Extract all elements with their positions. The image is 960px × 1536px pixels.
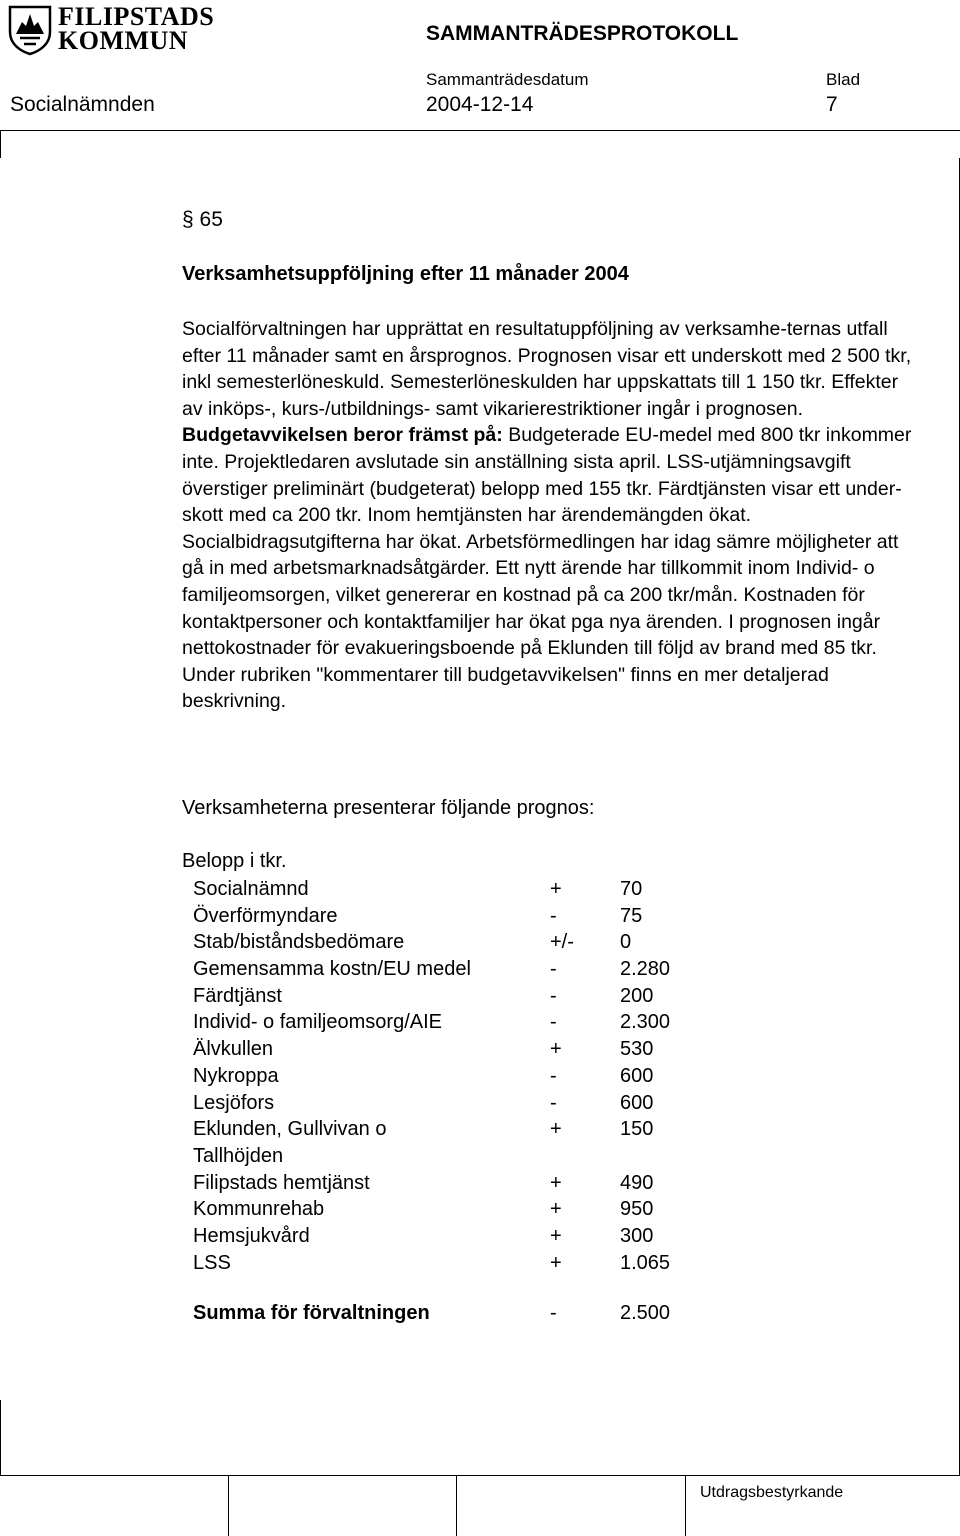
certification-label: Utdragsbestyrkande xyxy=(700,1484,844,1501)
unit-sign: + xyxy=(550,1118,562,1141)
unit-amount: 600 xyxy=(620,1091,654,1114)
body-text xyxy=(182,316,922,715)
unit-name: Älvkullen xyxy=(193,1038,274,1061)
left-margin-line xyxy=(0,1400,1,1475)
unit-amount: 1.065 xyxy=(620,1251,671,1274)
left-margin-tick xyxy=(0,130,1,158)
unit-sign: - xyxy=(550,958,557,981)
coat-of-arms-icon xyxy=(6,4,54,56)
unit-amount: 2.300 xyxy=(620,1011,671,1034)
unit-name: Socialnämnd xyxy=(193,878,309,900)
table-row xyxy=(193,929,713,956)
unit-amount: 70 xyxy=(620,878,643,900)
unit-name: Lesjöfors xyxy=(193,1091,275,1114)
body-text-part2: Budgeterade EU-medel med 800 tkr inkommer inte. Projektledaren avslutade sin anställning sista april. LSS-utjämningsavgift överstiger preliminärt (budgeterat) belopp med 155 tkr. Färdtjänsten visar ett under-skott med ca 200 tkr. Inom hemtjänsten har ärendemängden ökat. Socialbidragsutgifterna har ökat. Arbetsförmedlingen har idag sämre möjligheter att gå in med arbetsmarknadsåtgärder. Ett nytt ärende har tillkommit inom Individ- o familjeomsorgen, vilket genererar en kostnad på ca 200 tkr/mån. Kostnaden för kontaktpersoner och kontaktfamiljer har ökat pga nya ärenden. I prognosen ingår nettokostnader för evakueringsboende på Eklunden till följd av brand med 85 tkr. Under rubriken "kommentarer till budgetavvikelsen" finns en mer detaljerad beskrivning. xyxy=(182,424,912,713)
table-row xyxy=(193,1170,713,1197)
total-sign: - xyxy=(550,1302,557,1324)
table-row xyxy=(193,1116,713,1169)
paragraph-number: § 65 xyxy=(182,208,223,231)
unit-sign: + xyxy=(550,1171,562,1194)
unit-name: Färdtjänst xyxy=(193,984,282,1007)
unit-sign: + xyxy=(550,1224,562,1247)
unit-name: Nykroppa xyxy=(193,1064,279,1087)
unit-name: Överförmyndare xyxy=(193,904,338,927)
table-row xyxy=(193,1196,713,1223)
unit-name: Stab/biståndsbedömare xyxy=(193,931,405,954)
total-label: Summa för förvaltningen xyxy=(193,1302,430,1324)
forecast-intro: Verksamheterna presenterar följande prognos: xyxy=(182,797,595,819)
body-text-bold: Budgetavvikelsen beror främst på: xyxy=(182,424,503,447)
unit-amount: 0 xyxy=(620,931,632,954)
unit-name: Gemensamma kostn/EU medel xyxy=(193,958,471,981)
unit-name: Filipstads hemtjänst xyxy=(193,1171,370,1194)
body-text-part1: Socialförvaltningen har upprättat en resultatuppföljning av verksamhe-ternas utfall efter 11 månader samt en årsprognos. Prognosen visar ett underskott med 2 500 tkr, inkl semesterlöneskuld. Semesterlöneskulden har uppskattats till 1 150 tkr. Effekter av inköps-, kurs-/utbildnings- samt vikarierestriktioner ingår i prognosen. xyxy=(182,318,912,420)
page-label: Blad xyxy=(826,70,861,89)
unit-sign: - xyxy=(550,904,557,927)
forecast-table xyxy=(193,876,713,1276)
unit-sign: + xyxy=(550,878,562,900)
table-row xyxy=(193,1223,713,1250)
unit-name: Hemsjukvård xyxy=(193,1224,310,1247)
unit-sign: - xyxy=(550,1064,557,1087)
signature-box-divider xyxy=(228,1476,229,1536)
unit-sign: + xyxy=(550,1251,562,1274)
table-row xyxy=(193,956,713,983)
unit-amount: 300 xyxy=(620,1224,654,1247)
unit-amount: 200 xyxy=(620,984,654,1007)
org-name-line1: FILIPSTADS xyxy=(58,2,215,31)
unit-name: Eklunden, Gullvivan o Tallhöjden xyxy=(193,1118,387,1167)
amount-unit: Belopp i tkr. xyxy=(182,850,287,872)
meeting-date: 2004-12-14 xyxy=(426,93,534,116)
unit-sign: - xyxy=(550,1091,557,1114)
table-row xyxy=(193,1009,713,1036)
signature-box-divider xyxy=(456,1476,457,1536)
unit-name: LSS xyxy=(193,1251,231,1274)
committee-name: Socialnämnden xyxy=(10,93,155,116)
unit-sign: - xyxy=(550,984,557,1007)
table-row xyxy=(193,1090,713,1117)
table-row xyxy=(193,1063,713,1090)
unit-amount: 75 xyxy=(620,904,643,927)
total-amount: 2.500 xyxy=(620,1302,671,1324)
unit-name: Kommunrehab xyxy=(193,1198,325,1221)
signature-box-divider xyxy=(685,1476,686,1536)
municipality-logo xyxy=(6,4,216,56)
org-name-line2: KOMMUN xyxy=(58,26,189,55)
document-title: SAMMANTRÄDESPROTOKOLL xyxy=(426,22,739,45)
footer-signature-boxes xyxy=(0,1475,960,1536)
unit-sign: + xyxy=(550,1198,562,1221)
date-label: Sammanträdesdatum xyxy=(426,70,589,89)
header-rule xyxy=(0,130,960,131)
table-row xyxy=(193,1036,713,1063)
table-row xyxy=(193,903,713,930)
unit-sign: - xyxy=(550,1011,557,1034)
unit-amount: 150 xyxy=(620,1118,654,1141)
unit-name: Individ- o familjeomsorg/AIE xyxy=(193,1011,442,1034)
table-row xyxy=(193,1250,713,1277)
table-row xyxy=(193,983,713,1010)
section-heading: Verksamhetsuppföljning efter 11 månader 2004 xyxy=(182,263,629,285)
unit-amount: 490 xyxy=(620,1171,654,1194)
unit-sign: + xyxy=(550,1038,562,1061)
unit-amount: 530 xyxy=(620,1038,654,1061)
table-row xyxy=(193,876,713,903)
unit-sign: +/- xyxy=(550,931,574,954)
unit-amount: 2.280 xyxy=(620,958,671,981)
unit-amount: 600 xyxy=(620,1064,654,1087)
unit-amount: 950 xyxy=(620,1198,654,1221)
page-number: 7 xyxy=(826,93,838,116)
